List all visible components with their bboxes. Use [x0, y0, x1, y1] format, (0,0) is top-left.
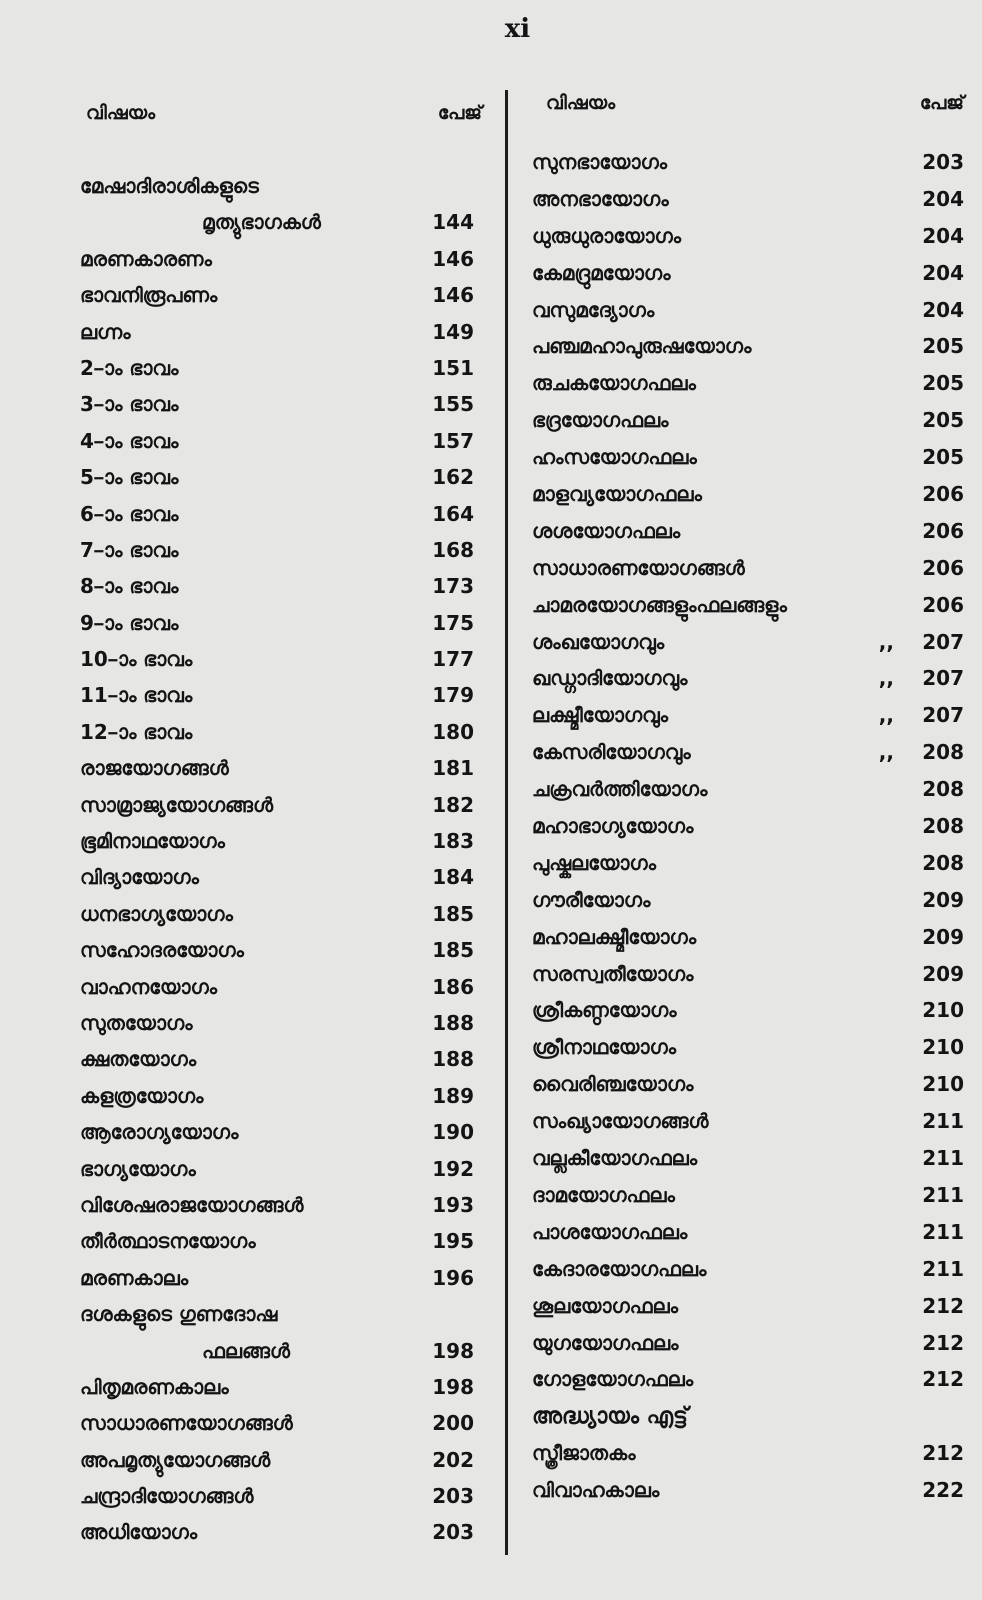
entry-title: കേമദ്രുമയോഗം	[532, 260, 671, 285]
page-number: xi	[504, 14, 531, 44]
entry-title: അധിയോഗം	[80, 1520, 198, 1545]
toc-entry	[72, 1335, 482, 1371]
toc-list	[532, 146, 964, 1511]
entry-title: വല്ലകീയോഗഫലം	[532, 1146, 698, 1171]
toc-entry	[532, 1327, 964, 1364]
entry-title: 11–ാം ഭാവം	[80, 683, 193, 708]
entry-page-number: 206	[922, 555, 964, 580]
entry-title: ഭൂമിനാഥയോഗം	[80, 829, 225, 854]
toc-entry	[532, 847, 964, 884]
topic-column-heading: വിഷയം	[86, 102, 156, 124]
toc-entry	[532, 183, 964, 220]
toc-entry	[532, 1068, 964, 1105]
toc-entry	[72, 1371, 482, 1407]
entry-title: 12–ാം ഭാവം	[80, 719, 193, 744]
entry-page-number: 212	[922, 1293, 964, 1318]
entry-title: ഖഡ്ഗാദിയോഗവും	[532, 666, 688, 691]
entry-page-number: 198	[432, 1374, 474, 1399]
toc-entry	[532, 1179, 964, 1216]
entry-page-number: 206	[922, 518, 964, 543]
entry-title: ഭാവനിരൂപണം	[80, 283, 218, 308]
entry-title: ശ്രീനാഥയോഗം	[532, 1035, 677, 1060]
entry-title: 10–ാം ഭാവം	[80, 647, 193, 672]
toc-entry	[532, 1437, 964, 1474]
entry-title: മഹാലക്ഷ്മീയോഗം	[532, 924, 697, 949]
toc-entry	[72, 1516, 482, 1552]
entry-title: 3–ാം ഭാവം	[80, 392, 179, 417]
toc-entry	[72, 352, 482, 388]
toc-entry	[72, 934, 482, 970]
entry-page-number: 204	[922, 223, 964, 248]
entry-page-number: 185	[432, 901, 474, 926]
entry-page-number: 211	[922, 1146, 964, 1171]
entry-page-number: 181	[432, 756, 474, 781]
column-divider	[505, 90, 508, 1555]
toc-entry	[532, 1290, 964, 1327]
toc-entry	[532, 699, 964, 736]
entry-page-number: 189	[432, 1083, 474, 1108]
entry-page-number: 207	[922, 703, 964, 728]
entry-page-number: 205	[922, 408, 964, 433]
entry-title: വൈരിഞ്ചയോഗം	[532, 1072, 694, 1097]
entry-page-number: 210	[922, 1035, 964, 1060]
entry-page-number: 151	[432, 355, 474, 380]
entry-title: വിദ്യായോഗം	[80, 865, 199, 890]
entry-title: സാധാരണയോഗങ്ങൾ	[80, 1411, 293, 1436]
toc-entry	[72, 206, 482, 242]
toc-entry	[532, 589, 964, 626]
toc-entry	[72, 1298, 482, 1334]
entry-page-number: 186	[432, 974, 474, 999]
entry-page-number: 222	[922, 1478, 964, 1503]
entry-title: ഭാഗ്യയോഗം	[80, 1156, 196, 1181]
entry-page-number: 205	[922, 445, 964, 470]
toc-entry	[72, 388, 482, 424]
entry-page-number: 144	[432, 210, 474, 235]
toc-entry	[532, 994, 964, 1031]
entry-title: വസുമദ്യോഗം	[532, 297, 655, 322]
chapter-heading	[532, 1400, 964, 1437]
entry-title: 7–ാം ഭാവം	[80, 537, 179, 562]
entry-title: ശശയോഗഫലം	[532, 518, 681, 543]
toc-entry	[72, 316, 482, 352]
entry-page-number: 208	[922, 740, 964, 765]
entry-page-number: 162	[432, 465, 474, 490]
toc-entry	[532, 921, 964, 958]
entry-title: മരണകാരണം	[80, 246, 212, 271]
toc-entry	[532, 1031, 964, 1068]
toc-entry	[532, 404, 964, 441]
entry-page-number: 204	[922, 260, 964, 285]
entry-page-number: 173	[432, 574, 474, 599]
entry-title: അദ്ധ്യായം എട്ട്	[532, 1404, 688, 1430]
toc-entry	[532, 1253, 964, 1290]
entry-title: ധനഭാഗ്യയോഗം	[80, 901, 233, 926]
entry-page-number: 202	[432, 1447, 474, 1472]
toc-entry	[532, 662, 964, 699]
toc-entry	[532, 257, 964, 294]
entry-title: വാഹനയോഗം	[80, 974, 218, 999]
toc-entry	[532, 1142, 964, 1179]
entry-page-number: 192	[432, 1156, 474, 1181]
entry-page-number: 212	[922, 1367, 964, 1392]
toc-entry	[72, 825, 482, 861]
entry-title: മേഷാദിരാശികളുടെ	[80, 174, 259, 198]
toc-entry	[72, 1153, 482, 1189]
entry-page-number: 208	[922, 777, 964, 802]
entry-title: ചാമരയോഗങ്ങളുംഫലങ്ങളും	[532, 592, 787, 617]
entry-page-number: 203	[432, 1484, 474, 1509]
entry-title: ഗൗരീയോഗം	[532, 887, 651, 912]
entry-page-number: 204	[922, 297, 964, 322]
entry-page-number: 149	[432, 319, 474, 344]
entry-page-number: 200	[432, 1411, 474, 1436]
entry-title: മൃത്യുഭാഗകൾ	[202, 210, 321, 235]
toc-entry	[72, 789, 482, 825]
entry-title: പഞ്ചമഹാപുരുഷയോഗം	[532, 334, 752, 359]
entry-title: സരസ്വതീയോഗം	[532, 961, 694, 986]
entry-page-number: 212	[922, 1330, 964, 1355]
toc-entry	[532, 220, 964, 257]
entry-page-number: 208	[922, 814, 964, 839]
entry-title: പാശയോഗഫലം	[532, 1219, 688, 1244]
entry-page-number: 175	[432, 610, 474, 635]
toc-list	[72, 170, 482, 1553]
entry-page-number: 203	[432, 1520, 474, 1545]
entry-page-number: 209	[922, 924, 964, 949]
ditto-mark: ,,	[878, 666, 894, 691]
toc-entry	[532, 1216, 964, 1253]
entry-title: ശൂലയോഗഫലം	[532, 1293, 679, 1318]
entry-page-number: 185	[432, 938, 474, 963]
entry-page-number: 188	[432, 1010, 474, 1035]
entry-page-number: 211	[922, 1256, 964, 1281]
toc-entry	[72, 279, 482, 315]
toc-entry	[72, 1043, 482, 1079]
entry-title: സാധാരണയോഗങ്ങൾ	[532, 555, 745, 580]
entry-page-number: 209	[922, 961, 964, 986]
toc-entry	[532, 773, 964, 810]
toc-entry	[72, 1116, 482, 1152]
toc-entry	[72, 1444, 482, 1480]
toc-entry	[72, 243, 482, 279]
toc-entry	[72, 498, 482, 534]
entry-page-number: 190	[432, 1120, 474, 1145]
toc-entry	[72, 971, 482, 1007]
entry-title: സംഖ്യായോഗങ്ങൾ	[532, 1109, 709, 1134]
toc-entry	[72, 643, 482, 679]
entry-title: ദാമയോഗഫലം	[532, 1182, 675, 1207]
toc-entry	[72, 534, 482, 570]
toc-entry	[72, 461, 482, 497]
toc-entry	[532, 441, 964, 478]
entry-title: മഹാഭാഗ്യയോഗം	[532, 814, 694, 839]
toc-entry	[72, 1007, 482, 1043]
entry-page-number: 203	[922, 150, 964, 174]
entry-page-number: 210	[922, 1072, 964, 1097]
entry-title: സുതയോഗം	[80, 1010, 193, 1035]
toc-entry	[532, 1363, 964, 1400]
toc-entry	[532, 1474, 964, 1511]
ditto-mark: ,,	[878, 703, 894, 728]
entry-title: ധുരുധുരായോഗം	[532, 223, 682, 248]
entry-page-number: 183	[432, 829, 474, 854]
toc-right-column	[532, 92, 964, 1511]
entry-title: വിശേഷരാജയോഗങ്ങൾ	[80, 1192, 304, 1217]
entry-title: 2–ാം ഭാവം	[80, 355, 179, 380]
toc-header	[72, 102, 482, 140]
entry-title: ലഗ്നം	[80, 319, 131, 344]
toc-entry	[72, 1407, 482, 1443]
toc-entry	[72, 1480, 482, 1516]
entry-title: 9–ാം ഭാവം	[80, 610, 179, 635]
entry-page-number: 209	[922, 887, 964, 912]
entry-title: രുചകയോഗഫലം	[532, 371, 696, 396]
entry-page-number: 177	[432, 647, 474, 672]
entry-title: അനഭായോഗം	[532, 186, 669, 211]
entry-page-number: 184	[432, 865, 474, 890]
entry-page-number: 210	[922, 998, 964, 1023]
entry-page-number: 205	[922, 371, 964, 396]
entry-page-number: 188	[432, 1047, 474, 1072]
entry-page-number: 207	[922, 629, 964, 654]
toc-entry	[532, 330, 964, 367]
toc-entry	[72, 170, 482, 206]
entry-page-number: 212	[922, 1441, 964, 1466]
entry-page-number: 146	[432, 283, 474, 308]
toc-entry	[72, 607, 482, 643]
entry-page-number: 182	[432, 792, 474, 817]
entry-page-number: 164	[432, 501, 474, 526]
entry-title: ഹംസയോഗഫലം	[532, 445, 697, 470]
entry-title: ലക്ഷ്മീയോഗവും	[532, 703, 669, 728]
entry-title: സാമ്രാജ്യയോഗങ്ങൾ	[80, 792, 274, 817]
entry-page-number: 180	[432, 719, 474, 744]
toc-entry	[532, 367, 964, 404]
entry-page-number: 196	[432, 1265, 474, 1290]
page-column-heading: പേജ്	[919, 92, 964, 114]
entry-title: ഭദ്രയോഗഫലം	[532, 408, 669, 433]
toc-entry	[532, 1105, 964, 1142]
entry-title: 8–ാം ഭാവം	[80, 574, 179, 599]
entry-page-number: 211	[922, 1182, 964, 1207]
entry-title: ചന്ദ്രാദിയോഗങ്ങൾ	[80, 1484, 254, 1509]
toc-entry	[72, 1225, 482, 1261]
entry-title: 6–ാം ഭാവം	[80, 501, 179, 526]
toc-entry	[532, 958, 964, 995]
entry-page-number: 211	[922, 1219, 964, 1244]
toc-entry	[532, 552, 964, 589]
toc-entry	[72, 861, 482, 897]
entry-page-number: 206	[922, 482, 964, 507]
page-column-heading: പേജ്	[437, 102, 482, 124]
toc-entry	[72, 1262, 482, 1298]
toc-header	[532, 92, 964, 130]
toc-entry	[532, 884, 964, 921]
entry-title: പിതൃമരണകാലം	[80, 1374, 229, 1399]
toc-entry	[72, 1080, 482, 1116]
toc-entry	[72, 425, 482, 461]
topic-column-heading: വിഷയം	[546, 92, 616, 114]
entry-title: അപമൃത്യുയോഗങ്ങൾ	[80, 1447, 271, 1472]
entry-page-number: 206	[922, 592, 964, 617]
ditto-mark: ,,	[878, 629, 894, 654]
toc-entry	[72, 1189, 482, 1225]
entry-title: രാജയോഗങ്ങൾ	[80, 756, 229, 781]
toc-left-column	[72, 92, 482, 1553]
toc-entry	[532, 146, 964, 183]
entry-title: കേസരിയോഗവും	[532, 740, 691, 765]
entry-page-number: 168	[432, 537, 474, 562]
toc-entry	[532, 736, 964, 773]
entry-page-number: 155	[432, 392, 474, 417]
entry-title: ആരോഗ്യയോഗം	[80, 1120, 239, 1145]
toc-entry	[72, 570, 482, 606]
entry-title: ശംഖയോഗവും	[532, 629, 665, 654]
entry-title: ചക്രവർത്തിയോഗം	[532, 777, 708, 802]
toc-entry	[532, 810, 964, 847]
toc-entry	[72, 716, 482, 752]
toc-entry	[72, 679, 482, 715]
toc-entry	[532, 478, 964, 515]
entry-title: സഹോദരയോഗം	[80, 938, 244, 963]
toc-entry	[72, 752, 482, 788]
entry-title: ഗോളയോഗഫലം	[532, 1367, 694, 1392]
entry-page-number: 193	[432, 1192, 474, 1217]
entry-title: സുനഭായോഗം	[532, 150, 668, 174]
entry-title: മാളവ്യയോഗഫലം	[532, 482, 702, 507]
entry-title: കേദാരയോഗഫലം	[532, 1256, 707, 1281]
entry-page-number: 157	[432, 428, 474, 453]
entry-title: 5–ാം ഭാവം	[80, 465, 179, 490]
entry-title: സ്ത്രീജാതകം	[532, 1441, 636, 1466]
entry-title: തീർത്ഥാടനയോഗം	[80, 1229, 256, 1254]
entry-page-number: 207	[922, 666, 964, 691]
entry-title: 4–ാം ഭാവം	[80, 428, 179, 453]
entry-page-number: 146	[432, 246, 474, 271]
toc-entry	[532, 515, 964, 552]
entry-title: ഫലങ്ങൾ	[202, 1338, 290, 1363]
toc-entry	[532, 294, 964, 331]
entry-title: വിവാഹകാലം	[532, 1478, 660, 1503]
entry-page-number: 205	[922, 334, 964, 359]
entry-page-number: 198	[432, 1338, 474, 1363]
entry-page-number: 208	[922, 850, 964, 875]
entry-title: പുഷ്കലയോഗം	[532, 850, 656, 875]
entry-title: ക്ഷതയോഗം	[80, 1047, 197, 1072]
entry-page-number: 195	[432, 1229, 474, 1254]
entry-title: ദശകളുടെ ഗുണദോഷ	[80, 1302, 278, 1327]
entry-title: ശ്രീകണ്ഠയോഗം	[532, 998, 677, 1023]
entry-title: മരണകാലം	[80, 1265, 189, 1290]
entry-page-number: 204	[922, 186, 964, 211]
toc-entry	[532, 626, 964, 663]
toc-entry	[72, 898, 482, 934]
entry-title: കളത്രയോഗം	[80, 1083, 204, 1108]
ditto-mark: ,,	[878, 740, 894, 765]
entry-page-number: 179	[432, 683, 474, 708]
entry-title: യുഗയോഗഫലം	[532, 1330, 679, 1355]
entry-page-number: 211	[922, 1109, 964, 1134]
